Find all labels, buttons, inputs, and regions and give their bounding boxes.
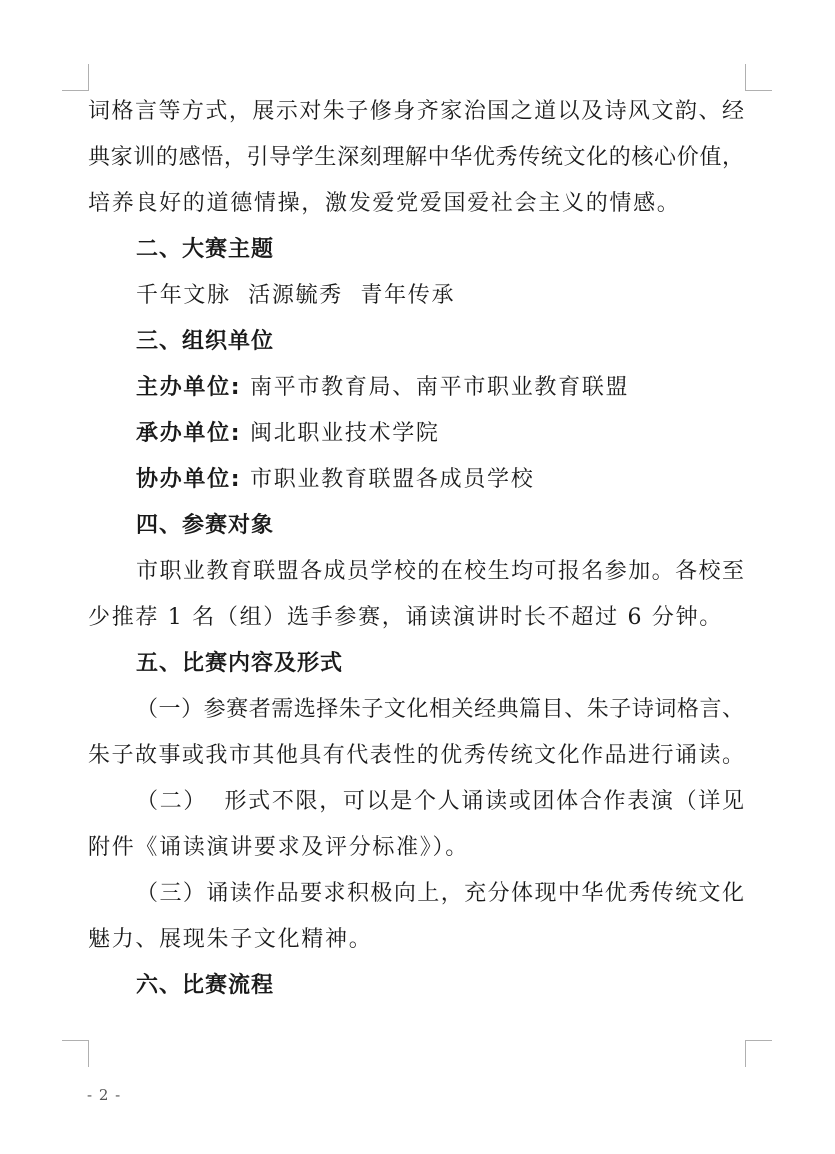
organizer-unit-label: 承办单位: — [136, 421, 242, 446]
section-heading: 六、比赛流程 — [136, 973, 275, 998]
paragraph-line: （二） 形式不限，可以是个人诵读或团体合作表演（详见 — [136, 789, 744, 814]
organizer-unit-row — [136, 419, 440, 449]
host-unit-row — [136, 373, 629, 403]
coorganizer-unit-row — [136, 465, 534, 495]
paragraph-line: 朱子故事或我市其他具有代表性的优秀传统文化作品进行诵读。 — [88, 743, 744, 768]
paragraph-line: 典家训的感悟，引导学生深刻理解中华优秀传统文化的核心价值， — [88, 145, 744, 170]
crop-mark-bottom-left — [62, 1040, 89, 1067]
paragraph-line: （一）参赛者需选择朱子文化相关经典篇目、朱子诗词格言、 — [136, 697, 744, 722]
paragraph-line: （三）诵读作品要求积极向上，充分体现中华优秀传统文化 — [136, 881, 744, 906]
crop-mark-top-right — [745, 64, 772, 91]
coorganizer-unit-value: 市职业教育联盟各成员学校 — [250, 467, 535, 492]
section-heading: 二、大赛主题 — [136, 237, 275, 262]
section-heading: 四、参赛对象 — [136, 513, 275, 538]
crop-mark-bottom-right — [745, 1040, 772, 1067]
section-heading: 五、比赛内容及形式 — [136, 651, 344, 676]
paragraph-line: 少推荐 1 名（组）选手参赛，诵读演讲时长不超过 6 分钟。 — [88, 605, 723, 630]
theme-text: 千年文脉 活源毓秀 青年传承 — [136, 283, 456, 308]
page-number: - 2 - — [87, 1086, 122, 1104]
organizer-unit-value: 闽北职业技术学院 — [250, 421, 440, 446]
host-unit-label: 主办单位: — [136, 375, 242, 400]
paragraph-line: 培养良好的道德情操，激发爱党爱国爱社会主义的情感。 — [88, 191, 681, 216]
paragraph-line: 词格言等方式，展示对朱子修身齐家治国之道以及诗风文韵、经 — [88, 99, 744, 124]
coorganizer-unit-label: 协办单位: — [136, 467, 242, 492]
crop-mark-top-left — [62, 64, 89, 91]
section-heading: 三、组织单位 — [136, 329, 275, 354]
paragraph-line: 市职业教育联盟各成员学校的在校生均可报名参加。各校至 — [136, 559, 744, 584]
paragraph-line: 附件《诵读演讲要求及评分标准》）。 — [88, 835, 469, 860]
paragraph-line: 魅力、展现朱子文化精神。 — [88, 927, 373, 952]
host-unit-value: 南平市教育局、南平市职业教育联盟 — [250, 375, 630, 400]
